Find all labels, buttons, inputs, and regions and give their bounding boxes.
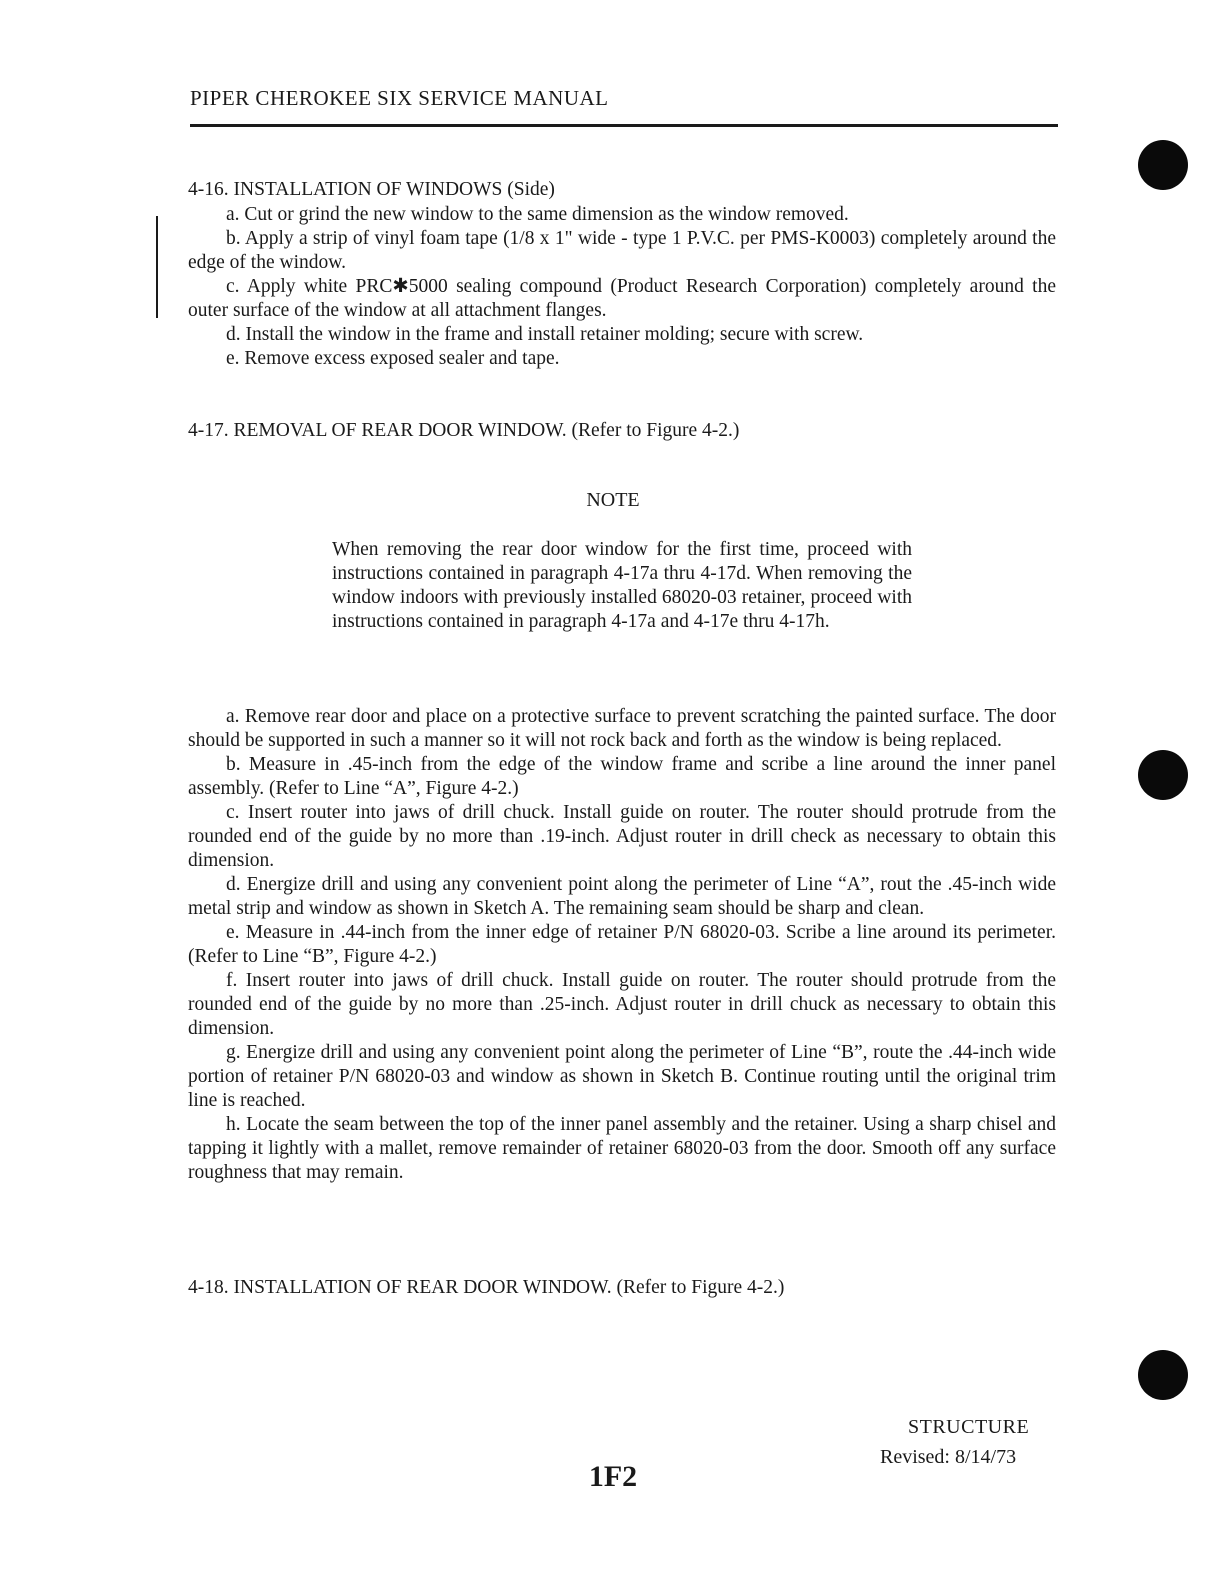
section-4-17-heading: 4-17. REMOVAL OF REAR DOOR WINDOW. (Refer to Figure 4-2.) — [188, 420, 740, 441]
step-417-e: e. Measure in .44-inch from the inner edge of retainer P/N 68020-03. Scribe a line around its perimeter. (Refer to Line “B”, Figure 4-2.) — [188, 922, 1056, 967]
step-417-c: c. Insert router into jaws of drill chuck. Install guide on router. The router should protrude from the rounded end of the guide by no more than .19-inch. Adjust router in drill check as necessary to obtain this dimension. — [188, 802, 1056, 871]
header-rule — [190, 124, 1058, 127]
step-416-a: a. Cut or grind the new window to the same dimension as the window removed. — [226, 204, 849, 225]
note-title: NOTE — [586, 489, 640, 511]
punch-hole-middle — [1138, 750, 1188, 800]
section-4-16 — [188, 178, 1056, 371]
step-416-b: b. Apply a strip of vinyl foam tape (1/8 x 1" wide - type 1 P.V.C. per PMS-K0003) completely around the edge of the window. — [188, 228, 1056, 273]
footer-section-name: STRUCTURE — [908, 1416, 1030, 1438]
step-417-h: h. Locate the seam between the top of the inner panel assembly and the retainer. Using a sharp chisel and tapping it lightly with a mallet, remove remainder of retainer 68020-03 from the door. Smooth off any surface roughness that may remain. — [188, 1114, 1056, 1183]
revision-change-bar — [156, 216, 158, 318]
page-header-title: PIPER CHEROKEE SIX SERVICE MANUAL — [190, 86, 609, 110]
step-416-e: e. Remove excess exposed sealer and tape. — [226, 348, 560, 369]
punch-hole-bottom — [1138, 1350, 1188, 1400]
page-number: 1F2 — [588, 1460, 638, 1493]
step-417-b: b. Measure in .45-inch from the edge of the window frame and scribe a line around the inner panel assembly. (Refer to Line “A”, Figure 4-2.) — [188, 754, 1056, 799]
section-4-18-heading: 4-18. INSTALLATION OF REAR DOOR WINDOW. (Refer to Figure 4-2.) — [188, 1277, 785, 1298]
step-417-f: f. Insert router into jaws of drill chuck. Install guide on router. The router should protrude from the rounded end of the guide by no more than .25-inch. Adjust router in drill chuck as necessary to obtain this dimension. — [188, 970, 1056, 1039]
step-417-g: g. Energize drill and using any convenient point along the perimeter of Line “B”, route the .44-inch wide portion of retainer P/N 68020-03 and window as shown in Sketch B. Continue routing until the original trim line is reached. — [188, 1042, 1056, 1111]
step-416-c: c. Apply white PRC✱5000 sealing compound (Product Research Corporation) completely around the outer surface of the window at all attachment flanges. — [188, 276, 1056, 321]
section-4-16-heading: 4-16. INSTALLATION OF WINDOWS (Side) — [188, 179, 555, 200]
step-417-a: a. Remove rear door and place on a protective surface to prevent scratching the painted surface. The door should be supported in such a manner so it will not rock back and forth as the window is being replaced. — [188, 706, 1056, 751]
section-4-17-steps — [188, 705, 1056, 1185]
punch-hole-top — [1138, 140, 1188, 190]
step-416-d: d. Install the window in the frame and install retainer molding; secure with screw. — [226, 324, 864, 345]
note-body: When removing the rear door window for the first time, proceed with instructions contained in paragraph 4-17a thru 4-17d. When removing the window indoors with previously installed 68020-03 retainer, proceed with instructions contained in paragraph 4-17a and 4-17e thru 4-17h. — [332, 539, 912, 632]
footer-revised-date: Revised: 8/14/73 — [880, 1446, 1017, 1468]
step-417-d: d. Energize drill and using any convenient point along the perimeter of Line “A”, rout the .45-inch wide metal strip and window as shown in Sketch A. The remaining seam should be sharp and clean. — [188, 874, 1056, 919]
